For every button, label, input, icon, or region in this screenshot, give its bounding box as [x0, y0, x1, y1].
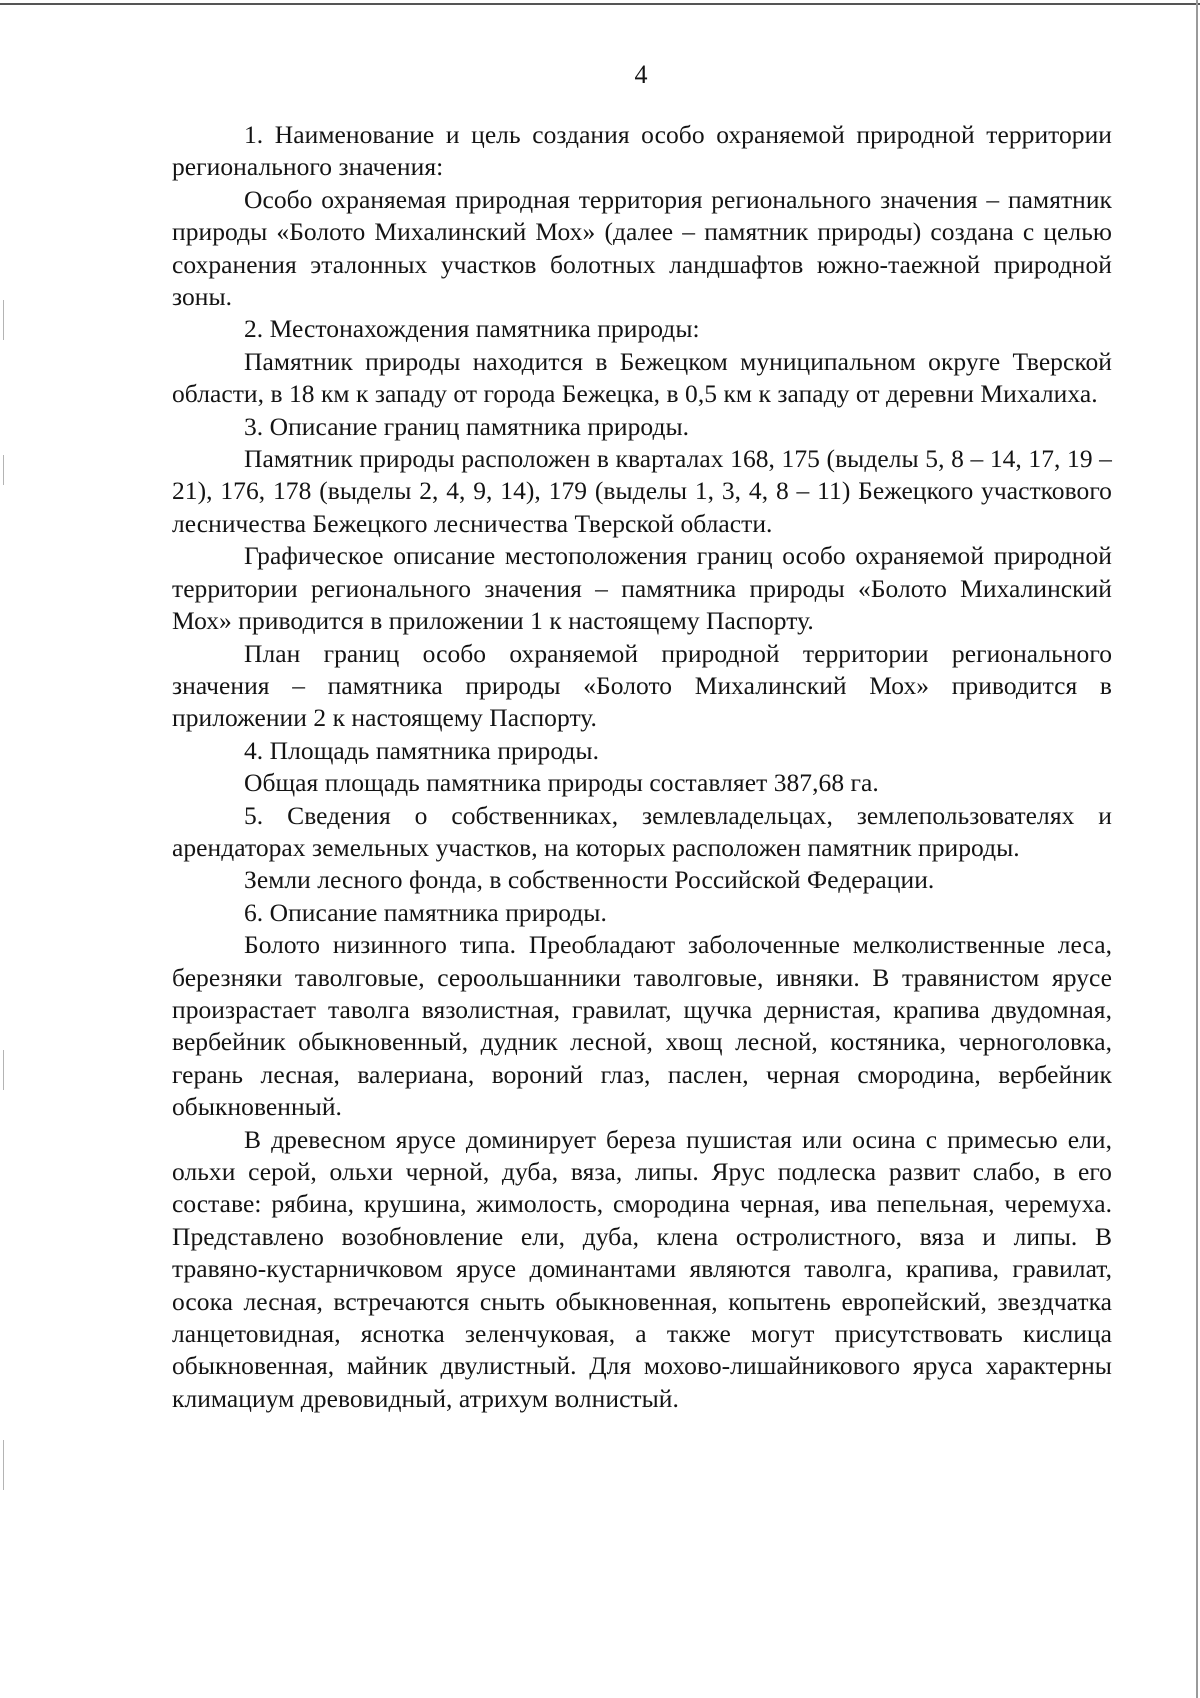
section-4-heading: 4. Площадь памятника природы.	[244, 735, 600, 765]
section-5-text: Земли лесного фонда, в собственности Российской Федерации.	[244, 865, 935, 895]
section-1-text: Особо охраняемая природная территория регионального значения – памятник природы «Болото Михалинский Мох» (далее – памятник природы) создана с целью сохранения эталонных участков болотных ландшафтов южно-таежной природной зоны.	[172, 184, 1112, 312]
section-2-heading: 2. Местонахождения памятника природы:	[244, 314, 700, 344]
section-3-text: Памятник природы расположен в кварталах 168, 175 (выделы 5, 8 – 14, 17, 19 – 21), 176, 178 (выделы 2, 4, 9, 14), 179 (выделы 1, 3, 4, 8 – 11) Бежецкого участкового лесничества Бежецкого лесничества Тверской области.	[172, 444, 1112, 538]
section-3-heading: 3. Описание границ памятника природы.	[244, 411, 690, 441]
section-4-text: Общая площадь памятника природы составляет 387,68 га.	[244, 768, 879, 798]
section-5-heading: 5. Сведения о собственниках, землевладельцах, землепользователях и арендаторах земельных участков, на которых расположен памятник природы.	[172, 800, 1112, 862]
section-2-text: Памятник природы находится в Бежецком муниципальном округе Тверской области, в 18 км к западу от города Бежецка, в 0,5 км к западу от деревни Михалиха.	[172, 346, 1112, 409]
page-number: 4	[634, 60, 648, 89]
section-6-text-1: Болото низинного типа. Преобладают заболоченные мелколиственные леса, березняки таволговые, сероольшанники таволговые, ивняки. В травянистом ярусе произрастает таволга вязолистная, гравилат, щучка дернистая, крапива двудомная, вербейник обыкновенный, дудник лесной, хвощ лесной, костяника, черноголовка, герань лесная, валериана, вороний глаз, паслен, черная смородина, вербейник обыкновенный.	[172, 930, 1112, 1122]
scan-mark-left	[3, 300, 4, 340]
section-6-text-2: В древесном ярусе доминирует береза пушистая или осина с примесью ели, ольхи серой, ольхи черной, дуба, вяза, липы. Ярус подлеска развит слабо, в его составе: рябина, крушина, жимолость, смородина черная, ива пепельная, черемуха. Представлено возобновление ели, дуба, клена остролистного, вяза и липы. В травяно-кустарничковом ярусе доминантами являются таволга, крапива, гравилат, осока лесная, встречаются сныть обыкновенная, копытень европейский, звездчатка ланцетовидная, яснотка зеленчуковая, а также могут присутствовать кислица обыкновенная, майник двулистный. Для мохово-лишайникового яруса характерны климациум древовидный, атрихум волнистый.	[172, 1124, 1112, 1413]
scan-mark-left	[3, 455, 4, 485]
section-3-graphic-description: Графическое описание местоположения границ особо охраняемой природной территории регионального значения – памятника природы «Болото Михалинский Мох» приводится в приложении 1 к настоящему Паспорту.	[172, 541, 1112, 636]
scan-edge-right	[1196, 0, 1198, 1698]
section-1-heading: 1. Наименование и цель создания особо охраняемой природной территории регионального значения:	[172, 120, 1112, 182]
scan-mark-left	[3, 1050, 4, 1090]
document-body	[172, 119, 1112, 1415]
section-3-boundary-plan: План границ особо охраняемой природной территории регионального значения – памятника природы «Болото Михалинский Мох» приводится в приложении 2 к настоящему Паспорту.	[172, 638, 1112, 733]
scan-edge-top	[0, 3, 1200, 5]
scan-mark-left	[3, 1440, 4, 1490]
section-6-heading: 6. Описание памятника природы.	[244, 897, 607, 927]
